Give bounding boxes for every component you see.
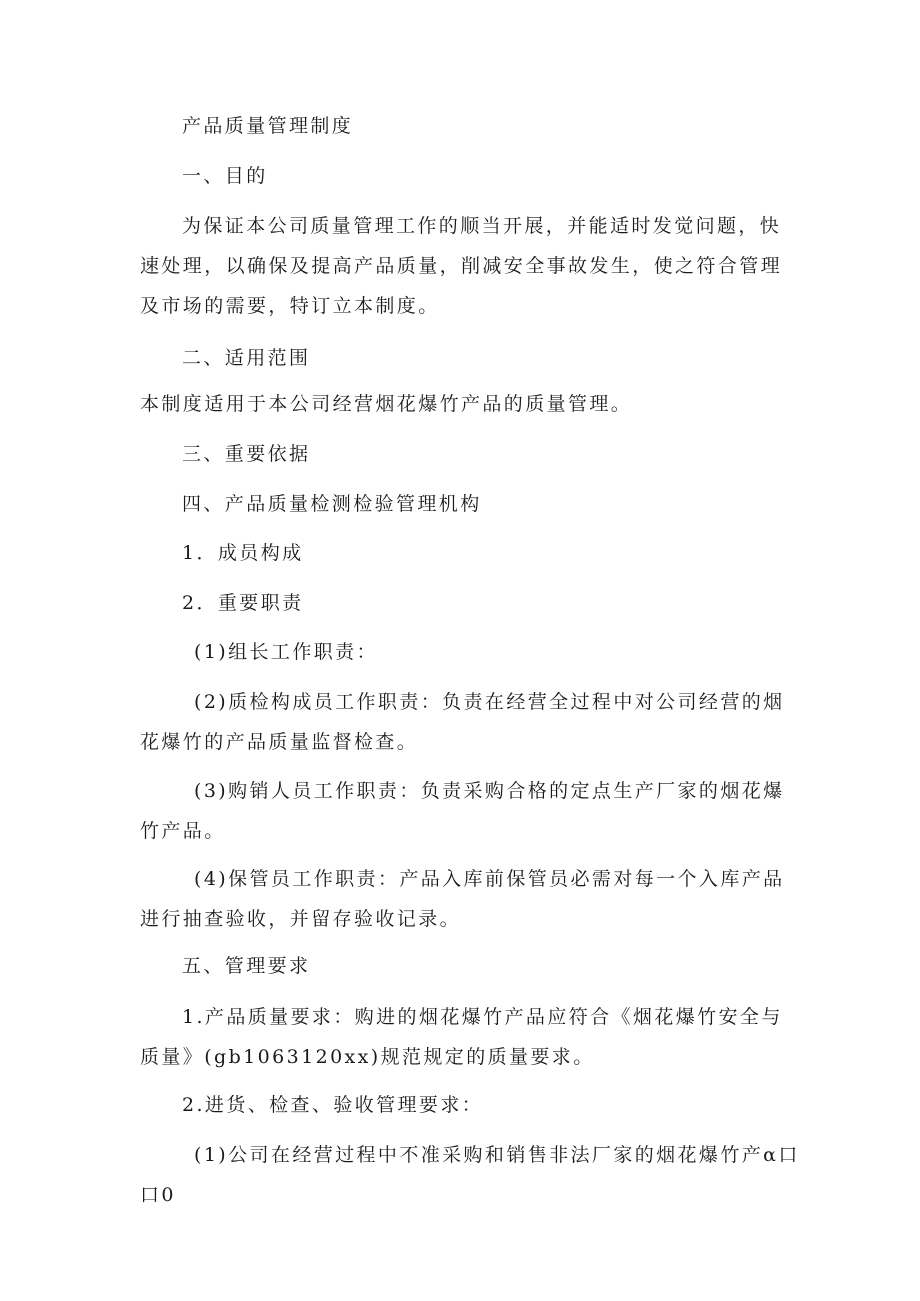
- duty-team-leader: (1)组长工作职责：: [194, 641, 378, 663]
- duty-purchasing-staff: (3)购销人员工作职责：负责采购合格的定点生产厂家的烟花爆竹产品。: [140, 780, 785, 842]
- requirement-item-1: (1)公司在经营过程中不准采购和销售非法厂家的烟花爆竹产α口口0: [140, 1144, 800, 1206]
- section-heading-basis: 三、重要依据: [182, 443, 311, 465]
- section-heading-organization: 四、产品质量检测检验管理机构: [182, 493, 482, 515]
- section-heading-purpose: 一、目的: [182, 165, 268, 187]
- requirement-purchase-inspection: 2.进货、检查、验收管理要求：: [182, 1094, 484, 1116]
- paragraph-purpose-body: 为保证本公司质量管理工作的顺当开展，并能适时发觉问题，快速处理，以确保及提高产品质量，削减安全事故发生，使之符合管理及市场的需要，特订立本制度。: [140, 215, 783, 317]
- duty-warehouse-keeper: (4)保管员工作职责：产品入库前保管员必需对每一个入库产品进行抽查验收，并留存验收记录。: [140, 868, 785, 930]
- section-heading-requirements: 五、管理要求: [182, 955, 311, 977]
- duty-quality-inspector: (2)质检构成员工作职责：负责在经营全过程中对公司经营的烟花爆竹的产品质量监督检查。: [140, 691, 785, 753]
- item-member-composition: 1．成员构成: [182, 542, 304, 564]
- item-main-duties: 2．重要职责: [182, 592, 304, 614]
- requirement-product-quality: 1.产品质量要求：购进的烟花爆竹产品应符合《烟花爆竹安全与质量》(gb1063120xx)规范规定的质量要求。: [140, 1006, 783, 1068]
- paragraph-scope-body: 本制度适用于本公司经营烟花爆竹产品的质量管理。: [140, 393, 633, 415]
- section-heading-scope: 二、适用范围: [182, 347, 311, 369]
- document-title: 产品质量管理制度: [182, 115, 354, 137]
